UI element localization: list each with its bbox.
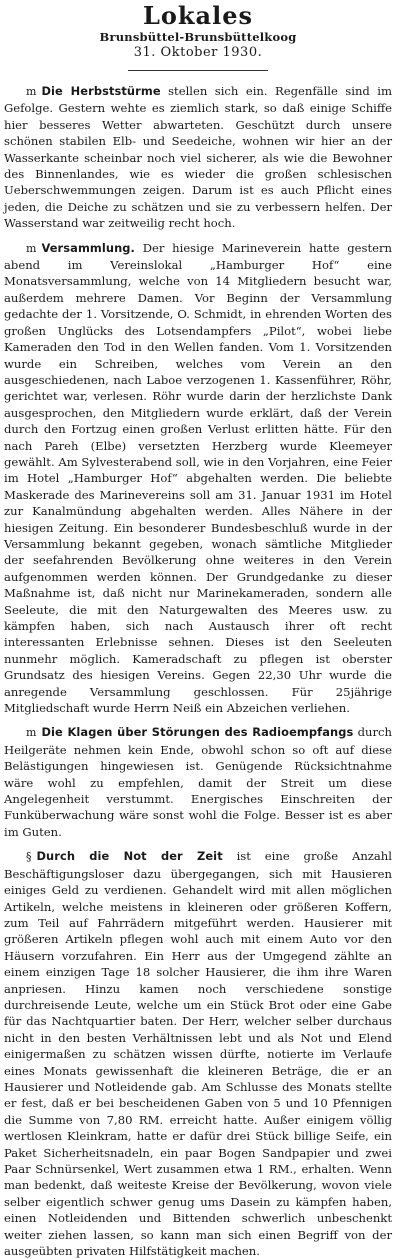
article-lead: Durch die Not der Zeit <box>36 849 223 864</box>
article-marker: § <box>26 850 32 864</box>
article-body: durch Heilgeräte nehmen kein Ende, obwohl schon so oft auf diese Belästigungen hingewiesen ist. Genügende Rücksichtnahme wäre wohl zu empfehlen, damit der Streit um diese Angelegenheit verstummt. Energisches Einschreiten der Funküberwachung wäre sonst wohl die Folge. Besser ist es aber im Guten. <box>4 725 392 839</box>
article-body: Der hiesige Marineverein hatte gestern abend im Vereinslokal „Hamburger Hof“ eine Monatsversammlung, welche von 14 Mitgliedern besucht war, außerdem mehrere Damen. Vor Beginn der Versammlung gedachte der 1. Vorsitzende, O. Schmidt, in ehrenden Worten des großen Unglücks des Lotsendampfers „Pilot“, wobei liebe Kameraden den Tod in den Wellen fanden. Vom 1. Vorsitzenden wurde ein Schreiben, welches vom Verein an den ausgeschiedenen, nach Laboe verzogenen 1. Kassenführer, Röhr, gerichtet war, verlesen. Röhr wurde darin der herzlichste Dank ausgesprochen, den Mitgliedern wurde erklärt, daß der Verein durch den Fortzug einen großen Verlust erlitten hätte. Für den nach Pareh (Elbe) versetzten Herzberg wurde Kleemeyer gewählt. Am Sylvesterabend soll, wie in den Vorjahren, eine Feier im Hotel „Hamburger Hof“ abgehalten werden. Die beliebte Maskerade des Marinevereins soll am 31. Januar 1931 im Hotel zur Kanalmündung abgehalten werden. Alles Nähere in der hiesigen Zeitung. Ein besonderer Bundesbeschluß wurde in der Versammlung bekannt gegeben, wonach sämtliche Mitglieder der seefahrenden Bevölkerung ohne weiteres in den Verein aufgenommen werden können. Der Grundgedanke zu dieser Maßnahme ist, daß nicht nur Marinekameraden, sondern alle Seeleute, die mit den Naturgewalten des Meeres usw. zu kämpfen haben, sich nach Austausch ihrer oft recht interessanten Erlebnisse sehnen. Dieses ist den Seeleuten nunmehr möglich. Kameradschaft zu pflegen ist oberster Grundsatz des hiesigen Vereins. Gegen 22,30 Uhr wurde die anregende Versammlung geschlossen. Für 25jährige Mitgliedschaft wurde Herrn Neiß ein Abzeichen verliehen. <box>4 240 392 716</box>
article-body: ist eine große Anzahl Beschäftigungsloser dazu übergegangen, sich mit Hausieren einiges Geld zu verdienen. Gehandelt wird mit allen möglichen Artikeln, welche meistens in kleineren oder größeren Koffern, zum Teil auf Fahrrädern mitgeführt werden. Hausierer mit größeren Artikeln pflegen wohl auch mit einem Auto vor den Häusern vorzufahren. Ein Herr aus der Umgegend zählte an einem einzigen Tage 18 solcher Hausierer, die ihm ihre Waren anpriesen. Hinzu kamen noch verschiedene sonstige durchreisende Leute, welche um ein Stück Brot oder eine Gabe für das Nachtquartier baten. Der Herr, welcher selber durchaus nicht in den besten Verhältnissen lebt und als Not und Elend einigermaßen zu schätzen wissen dürfte, notierte im Verlaufe eines Monats gewissenhaft die kleineren Beträge, die er an Hausierer und Notleidende gab. Am Schlusse des Monats stellte er fest, daß er bei bescheidenen Gaben von 5 und 10 Pfennigen die Summe von 7,80 RM. erreicht hatte. Außer einigem völlig wertlosen Kleinkram, hatte er dafür drei Stück billige Seife, ein Paket Sicherheitsnadeln, ein paar Bogen Sandpapier und zwei Paar Schnürsenkel, Wert zusammen etwa 1 RM., erhalten. Wenn man bedenkt, daß weiteste Kreise der Bevölkerung, wovon viele selber eigentlich schwer genug ums Dasein zu kämpfen haben, einen Notleidenden und Bittenden schwerlich unbeschenkt weiter ziehen lassen, so kann man sich einen Begriff von der ausgeübten privaten Hilfstätigkeit machen. <box>4 849 392 1259</box>
article-lead: Die Klagen über Störungen des Radioempfangs <box>41 725 354 740</box>
article-versammlung <box>4 240 392 717</box>
article-lead: Die Herbststürme <box>41 84 161 98</box>
dateline: 31. Oktober 1930. <box>133 45 263 60</box>
section-title: Lokales <box>143 1 253 30</box>
article-not-der-zeit <box>4 848 392 1259</box>
article-lead: Versammlung. <box>41 240 135 255</box>
divider-rule <box>128 70 268 71</box>
masthead <box>4 0 392 61</box>
article-marker: m <box>26 85 37 98</box>
place-heading: Brunsbüttel-Brunsbüttelkoog <box>99 30 297 44</box>
article-marker: m <box>26 726 37 740</box>
newspaper-clipping <box>4 0 392 1259</box>
article-radioempfang <box>4 724 392 840</box>
article-marker: m <box>26 241 37 255</box>
article-body: stellen sich ein. Regenfälle sind im Gefolge. Gestern wehte es ziemlich stark, so daß einige Schiffe hier besseres Wetter abwarteten. Geschützt durch unsere schönen stabilen Elb- und Seedeiche, wohnen wir hier an der Wasserkante scheinbar noch viel sicherer, als wie die Bewohner des Binnenlandes, wie es wieder die großen schlesischen Ueberschwemmungen zeigen. Darum ist es auch Pflicht eines jeden, die Deiche zu schätzen und sie zu verbessern helfen. Der Wasserstand war zeitweilig recht hoch. <box>4 84 392 231</box>
article-herbststuerme <box>4 83 392 232</box>
